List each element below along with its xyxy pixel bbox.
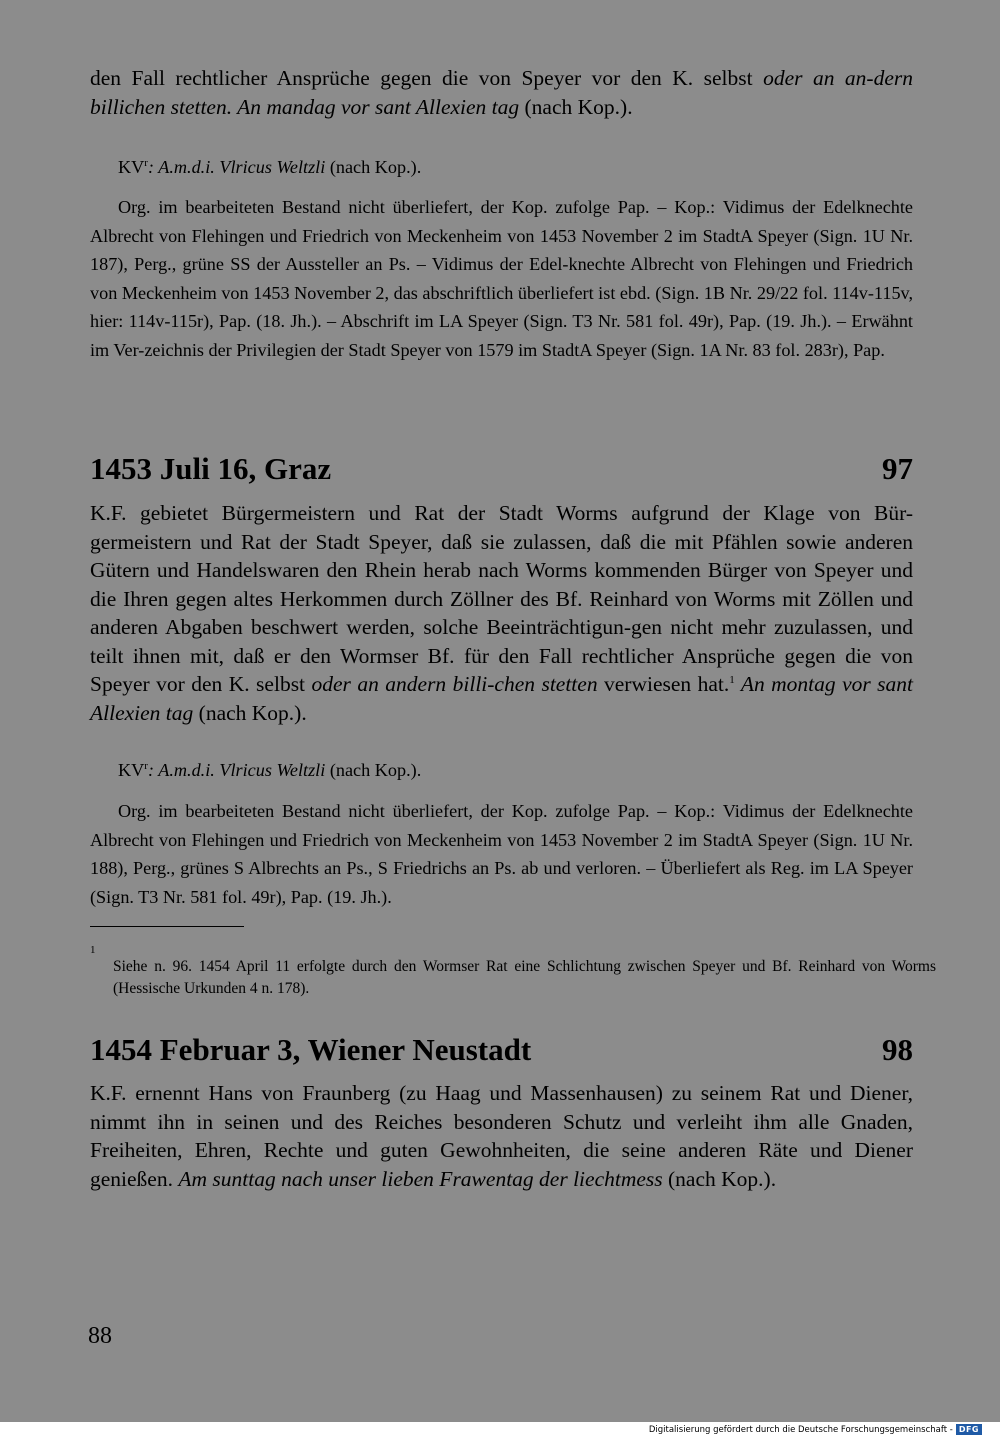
entry-98-date-place: 1454 Februar 3, Wiener Neustadt [90,1032,532,1067]
page-number: 88 [88,1323,112,1349]
entry-98-regest-text: K.F. ernennt Hans von Fraunberg (zu Haag und Massenhausen) zu seinem Rat und Diener, nimmt ihn in seinen und des Reiches besonderen Schutz und verleiht ihm alle Gnaden, Freiheiten, Ehren, Rechte und guten Gewohnheiten, die seine anderen Räte und Diener genießen. Am sunttag nach unser lieben Frawentag der liechtmess (nach Kop.). [90,1081,913,1191]
entry-97-signature: $KV^r$: A.m.d.i. Vlricus Weltzli (nach Kop.). [118,759,422,780]
entry-97-heading [90,451,913,487]
entry-97-date-place: 1453 Juli 16, Graz [90,451,332,486]
footnote-text: Siehe n. 96. 1454 April 11 erfolgte durch den Wormser Rat eine Schlichtung zwischen Speyer und Bf. Reinhard von Worms (Hessische Urkunden 4 n. 178). [113,958,936,997]
funding-footer [649,1424,982,1435]
footnote-reference[interactable]: 1 [729,673,735,686]
entry-97-transmission-note: Org. im bearbeiteten Bestand nicht überliefert, der Kop. zufolge Pap. – Kop.: Vidimus der Edelknechte Albrecht von Flehingen und Friedrich von Meckenheim von 1453 November 2 im StadtA Speyer (Sign. 1U Nr. 188), Perg., grünes S Albrechts an Ps., S Friedrichs an Ps. ab und verloren. – Überliefert als Reg. im LA Speyer (Sign. T3 Nr. 581 fol. 49r), Pap. (19. Jh.). [90,801,913,907]
footnote-1: 1 Siehe n. 96. 1454 April 11 erfolgte durch den Wormser Rat eine Schlichtung zwischen Speyer und Bf. Reinhard von Worms (Hessische Urkunden 4 n. 178). [90,944,936,997]
entry-96-transmission-note: Org. im bearbeiteten Bestand nicht überliefert, der Kop. zufolge Pap. – Kop.: Vidimus der Edelknechte Albrecht von Flehingen und Friedrich von Meckenheim von 1453 November 2 im StadtA Speyer (Sign. 1U Nr. 187), Perg., grüne SS der Aussteller an Ps. – Vidimus der Edel-knechte Albrecht von Flehingen und Friedrich von Meckenheim von 1453 November 2, das abschriftlich überliefert ist ebd. (Sign. 1B Nr. 29/22 fol. 114v-115v, hier: 114v-115r), Pap. (18. Jh.). – Abschrift im LA Speyer (Sign. T3 Nr. 581 fol. 49r), Pap. (19. Jh.). – Erwähnt im Ver-zeichnis der Privilegien der Stadt Speyer von 1579 im StadtA Speyer (Sign. 1A Nr. 83 fol. 283r), Pap. [90,197,913,360]
entry-98-heading [90,1032,913,1068]
footnote-separator [90,926,244,927]
entry-98-number: 98 [882,1032,913,1067]
dfg-logo: DFG [956,1424,982,1435]
entry-97-number: 97 [882,451,913,486]
entry-96-signature: $KV^r$: A.m.d.i. Vlricus Weltzli (nach Kop.). [118,156,422,177]
entry-97-regest-text: K.F. gebietet Bürgermeistern und Rat der Stadt Worms aufgrund der Klage von Bür-germeistern und Rat der Stadt Speyer, daß sie zulassen, daß die mit Pfählen sowie anderen Gütern und Handelswaren den Rhein herab nach Worms kommenden Bürger von Speyer und die Ihren gegen altes Herkommen durch Zöllner des Bf. Reinhard von Worms mit Zöllen und anderen Abgaben beschwert werden, solche Beeinträchtigun-gen nicht mehr zuzulassen, und teilt ihnen mit, daß er den Wormser Bf. für den Fall rechtlicher Ansprüche gegen die von Speyer vor den K. selbst oder an andern billi-chen stetten verwiesen hat.$^1$ An montag vor sant Allexien tag (nach Kop.). [90,501,914,725]
funding-text: Digitalisierung gefördert durch die Deutsche Forschungsgemeinschaft - [648,1424,953,1435]
entry-96-continuation-text: den Fall rechtlicher Ansprüche gegen die von Speyer vor den K. selbst oder an an-dern billichen stetten. An mandag vor sant Allexien tag (nach Kop.). [90,66,914,119]
